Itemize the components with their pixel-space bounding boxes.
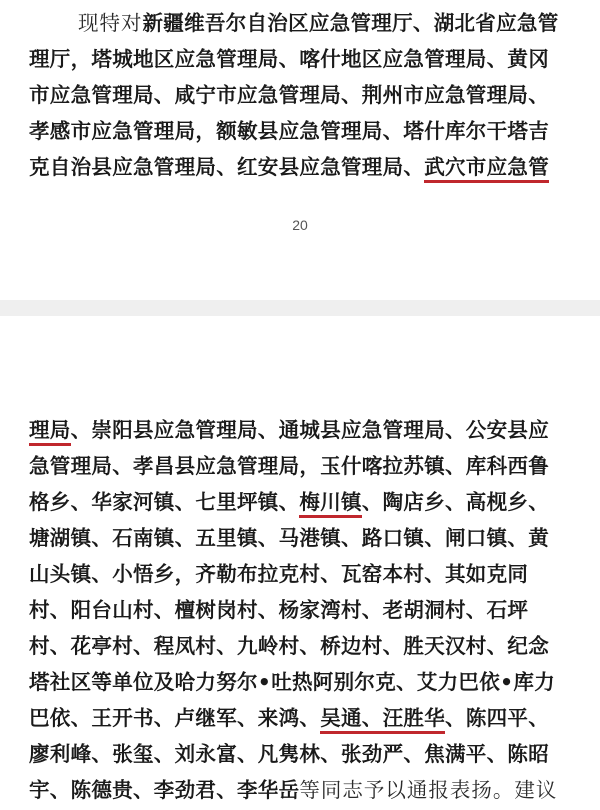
text-segment: 新疆维吾尔自治区应急管理厅、湖北省应急管 bbox=[142, 11, 559, 35]
text-segment: 市应急管理局、咸宁市应急管理局、荆州市应急管理局、 bbox=[29, 83, 549, 107]
text-line bbox=[29, 154, 574, 182]
text-segment: 山头镇、小悟乡，齐勒布拉克村、瓦窑本村、其如克同 bbox=[29, 562, 529, 586]
document-page-top bbox=[0, 0, 600, 300]
text-line bbox=[29, 633, 574, 661]
text-line bbox=[29, 561, 574, 589]
text-line bbox=[29, 669, 574, 697]
text-line bbox=[29, 705, 574, 733]
page-separator bbox=[0, 300, 600, 316]
text-line bbox=[29, 489, 574, 517]
text-line bbox=[78, 10, 574, 38]
text-segment: 、陶店乡、高枧乡、 bbox=[361, 490, 550, 514]
text-segment: 格乡、华家河镇、七里坪镇、 bbox=[29, 490, 300, 514]
text-segment: 理厅，塔城地区应急管理局、喀什地区应急管理局、黄冈 bbox=[29, 47, 549, 71]
underlined-text: 梅川镇 bbox=[299, 490, 361, 518]
text-segment: 急管理局、孝昌县应急管理局，玉什喀拉苏镇、库科西鲁 bbox=[29, 454, 549, 478]
text-line bbox=[29, 597, 574, 625]
underlined-text: 武穴市应急管 bbox=[424, 155, 549, 183]
text-line bbox=[29, 741, 574, 769]
text-segment: 现特对 bbox=[78, 11, 143, 35]
text-segment: 巴依、王开书、卢继军、来鸿、 bbox=[29, 706, 321, 730]
underlined-text: 理局 bbox=[29, 418, 71, 446]
text-segment: 宇、陈德贵、李劲君、李华岳 bbox=[29, 778, 300, 802]
text-line bbox=[29, 777, 574, 805]
text-segment: 村、花亭村、程凤村、九岭村、桥边村、胜天汉村、纪念 bbox=[29, 634, 549, 658]
text-line bbox=[29, 82, 574, 110]
text-segment: 孝感市应急管理局，额敏县应急管理局、塔什库尔干塔吉 bbox=[29, 119, 549, 143]
text-line bbox=[29, 118, 574, 146]
page-number: 20 bbox=[292, 217, 308, 233]
document-page-bottom bbox=[0, 316, 600, 810]
text-segment: 、陈四平、 bbox=[445, 706, 550, 730]
text-line bbox=[29, 453, 574, 481]
text-line bbox=[29, 525, 574, 553]
text-segment: 塘湖镇、石南镇、五里镇、马港镇、路口镇、闸口镇、黄 bbox=[29, 526, 549, 550]
underlined-text: 吴通、汪胜华 bbox=[320, 706, 445, 734]
text-segment: 、崇阳县应急管理局、通城县应急管理局、公安县应 bbox=[70, 418, 550, 442]
text-line bbox=[29, 46, 574, 74]
text-segment: 廖利峰、张玺、刘永富、凡隽林、张劲严、焦满平、陈昭 bbox=[29, 742, 549, 766]
text-segment: 村、阳台山村、檀树岗村、杨家湾村、老胡洞村、石坪 bbox=[29, 598, 529, 622]
text-segment: 塔社区等单位及哈力努尔•吐热阿别尔克、艾力巴依•库力 bbox=[29, 670, 556, 694]
text-line bbox=[29, 417, 574, 445]
text-segment: 等同志予以通报表扬。建议 bbox=[299, 778, 558, 802]
text-segment: 克自治县应急管理局、红安县应急管理局、 bbox=[29, 155, 425, 179]
